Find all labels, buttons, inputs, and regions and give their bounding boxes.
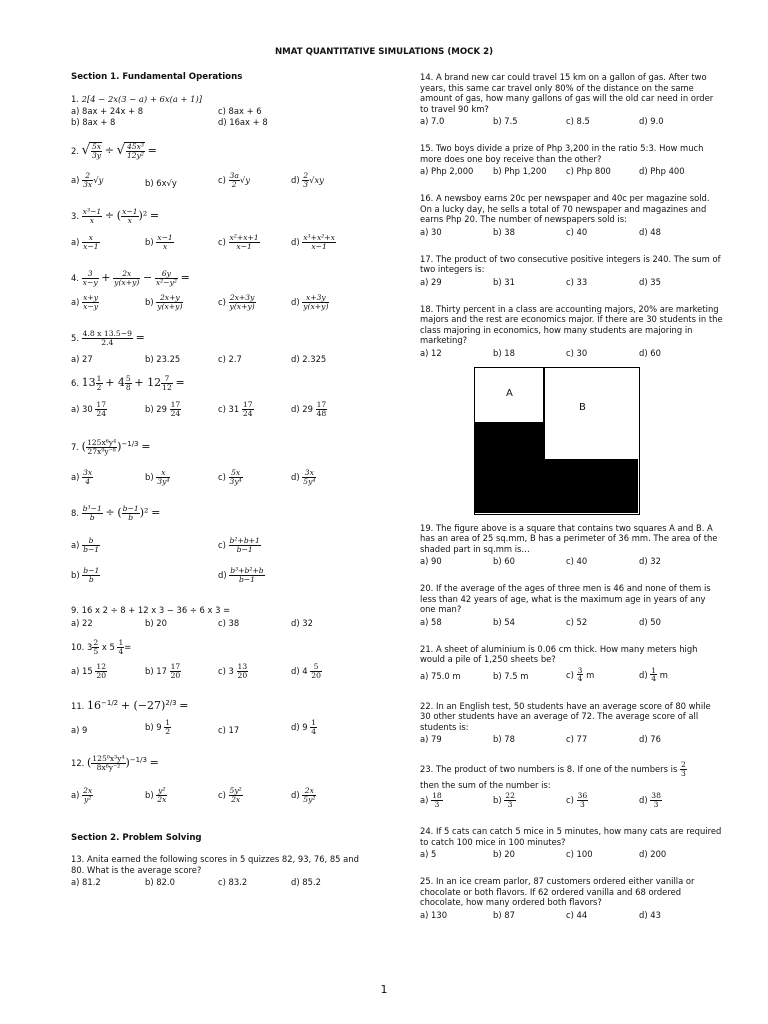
question-stem: 22. In an English test, 50 students have an average score of 80 while 30 other students have an average of 72. The average score of all students is: xyxy=(420,700,711,732)
option-a: a) 29 xyxy=(420,276,442,287)
section-2-heading: Section 2. Problem Solving xyxy=(71,832,202,843)
question-6 xyxy=(71,375,371,427)
option-c: c) 33 xyxy=(566,276,588,287)
option-b: b) 20 xyxy=(493,849,515,860)
question-stem: 9. 16 x 2 ÷ 8 + 12 x 3 − 36 ÷ 6 x 3 = xyxy=(71,605,231,616)
option-c: c) 3 $\frac{13}{20}$ xyxy=(218,661,248,680)
option-b: b) 9 $\frac{1}{2}$ xyxy=(145,717,171,736)
option-d: d) 60 xyxy=(639,347,661,358)
option-d: d) Php 400 xyxy=(639,166,685,176)
option-c: c) 40 xyxy=(566,226,588,237)
option-d: d) 48 xyxy=(639,226,661,237)
question-25 xyxy=(420,876,723,921)
option-d: d) 2.325 xyxy=(291,354,327,365)
option-b: b) 78 xyxy=(493,734,515,744)
square-a xyxy=(475,368,544,423)
option-b: b) $\frac{x-1}{x}$ xyxy=(145,233,173,252)
option-a: a) 22 xyxy=(71,617,93,628)
question-stem: 8. $\frac{\text{b³−1}}{b}$ ÷ ( $\frac{b-1}{b}$ )² = xyxy=(71,504,161,523)
option-a: a) 30 $\frac{17}{24}$ xyxy=(71,400,107,419)
option-c: c) 31 $\frac{17}{24}$ xyxy=(218,400,253,419)
square-b xyxy=(544,368,638,460)
right-column xyxy=(420,72,723,931)
question-stem: 17. The product of two consecutive positive integers is 240. The sum of two integers is: xyxy=(420,253,721,274)
question-11 xyxy=(71,699,371,745)
shaded-region-right xyxy=(544,460,638,513)
option-d: d) $\frac{\text{x³+x²+x}}{x-1}$ xyxy=(291,233,335,252)
option-b: b) 82.0 xyxy=(145,877,175,888)
option-b: b) $\frac{x}{\text{3y⁴}}$ xyxy=(145,468,170,487)
question-stem: 13. Anita earned the following scores in 5 quizzes 82, 93, 76, 85 and 80. What is the average score? xyxy=(71,854,359,875)
option-c: c) 17 xyxy=(218,724,240,735)
option-d: d) 32 xyxy=(639,556,661,566)
option-a: a) $\frac{b}{b-1}$ xyxy=(71,536,100,555)
option-a: a) $\frac{2}{3x}$ √y xyxy=(71,171,104,190)
option-a: a) $\frac{3x}{4}$ xyxy=(71,468,93,487)
option-a: a) 79 xyxy=(420,734,442,744)
option-c: c) 100 xyxy=(566,849,593,860)
option-d: d) $\frac{2}{3}$ √xy xyxy=(291,171,324,190)
option-b: b) 6x√y xyxy=(145,178,177,189)
option-d: d) $\frac{3x}{\text{5y⁴}}$ xyxy=(291,468,316,487)
option-b: b) 29 $\frac{17}{24}$ xyxy=(145,400,181,419)
option-a: a) $\frac{x+y}{x-y}$ xyxy=(71,293,99,312)
option-c: c) 40 xyxy=(566,556,588,566)
question-2 xyxy=(71,142,371,198)
question-stem: 21. A sheet of aluminium is 0.06 cm thick. How many meters high would a pile of 1,250 sheets be? xyxy=(420,643,698,664)
option-c: c) 8.5 xyxy=(566,116,590,126)
question-4 xyxy=(71,270,371,320)
option-b: b) $\frac{2x+y}{y(x+y)}$ xyxy=(145,293,183,312)
option-d: d) $\frac{x+3y}{y(x+y)}$ xyxy=(291,293,329,312)
option-c: c) 52 xyxy=(566,616,588,627)
option-a: a) 27 xyxy=(71,354,93,365)
option-c: c) 2.7 xyxy=(218,354,242,365)
option-a: a) 15 $\frac{12}{20}$ xyxy=(71,661,107,680)
question-21 xyxy=(420,644,723,687)
question-19 xyxy=(420,523,723,568)
option-c: c) 44 xyxy=(566,909,588,920)
option-c: c) 77 xyxy=(566,734,588,744)
left-column xyxy=(71,72,371,898)
option-d: d) 76 xyxy=(639,734,661,744)
option-a: a) 81.2 xyxy=(71,877,101,888)
option-c: c) 8ax + 6 xyxy=(218,106,262,117)
squares-figure xyxy=(474,367,640,515)
option-d: d) 29 $\frac{17}{48}$ xyxy=(291,400,327,419)
option-c: c) $\frac{5x}{\text{3y⁴}}$ xyxy=(218,468,242,487)
option-b: b) 60 xyxy=(493,556,515,566)
option-b: b) $\frac{b-1}{b}$ xyxy=(71,566,100,585)
option-b: b) 7.5 m xyxy=(493,670,529,681)
section-1-heading: Section 1. Fundamental Operations xyxy=(71,72,243,82)
question-1 xyxy=(71,94,371,129)
question-12 xyxy=(71,755,371,813)
option-c: c) $\frac{\text{b²+b+1}}{b-1}$ xyxy=(218,536,260,555)
option-a: a) 130 xyxy=(420,909,448,920)
option-d: d) $\frac{1}{4}$ m xyxy=(639,665,668,684)
square-b-label: B xyxy=(579,401,586,413)
question-24 xyxy=(420,826,723,860)
question-stem: 19. The figure above is a square that contains two squares A and B. A has an area of 25 sq.mm, B has a perimeter of 36 mm. The area of the shaded part in sq.mm is… xyxy=(420,522,718,554)
question-stem: 24. If 5 cats can catch 5 mice in 5 minutes, how many cats are required to catch 100 mice in 100 minutes? xyxy=(420,826,722,847)
question-stem: 25. In an ice cream parlor, 87 customers ordered either vanilla or chocolate or both flavors. If 62 ordered vanilla and 68 ordered chocolate, how many ordered both flavors? xyxy=(420,876,695,908)
shaded-region-left xyxy=(475,423,544,513)
option-a: a) 30 xyxy=(420,226,442,237)
option-a: a) $\frac{18}{3}$ xyxy=(420,791,442,810)
question-9 xyxy=(71,605,371,629)
option-b: b) $\frac{\text{y²}}{2x}$ xyxy=(145,785,167,804)
question-stem: 20. If the average of the ages of three men is 46 and none of them is less than 42 years of age, what is the maximum age in years of any one man? xyxy=(420,583,711,614)
question-stem: 6. 13 $\frac{1}{2}$ + 4 $\frac{5}{8}$ + 12 $\frac{7}{12}$ = xyxy=(71,374,185,393)
question-10 xyxy=(71,639,371,689)
option-d: d) 50 xyxy=(639,616,661,627)
option-c: c) 38 xyxy=(218,617,240,628)
option-b: b) 17 $\frac{17}{20}$ xyxy=(145,661,181,680)
question-3 xyxy=(71,208,371,260)
option-c: c) $\frac{36}{3}$ xyxy=(566,791,588,810)
option-c: c) $\frac{\text{x²+x+1}}{x-1}$ xyxy=(218,233,259,252)
question-stem: 1. 2[4 − 2x(3 − a) + 6x(a + 1)] xyxy=(71,93,203,104)
option-d: d) 32 xyxy=(291,617,313,628)
expression: 2[4 − 2x(3 − a) + 6x(a + 1)] xyxy=(81,93,203,104)
question-stem: 16. A newsboy earns 20c per newspaper and 40c per magazine sold. On a lucky day, he sells a total of 70 newspaper and magazines and earns Php 20. The number of newspapers sold is: xyxy=(420,193,710,224)
option-c: c) 83.2 xyxy=(218,877,248,888)
question-14 xyxy=(420,72,723,127)
option-a: a) $\frac{x}{x-1}$ xyxy=(71,233,99,252)
option-c: c) Php 800 xyxy=(566,166,611,176)
option-d: d) 9 $\frac{1}{4}$ xyxy=(291,717,317,736)
option-d: d) 43 xyxy=(639,909,661,920)
option-a: a) 12 xyxy=(420,347,442,358)
option-b: b) 8ax + 8 xyxy=(71,117,116,128)
option-a: a) 75.0 m xyxy=(420,670,461,681)
question-stem: 4. $\frac{3}{x-y}$ + $\frac{2x}{y(x+y)}$ − $\frac{6y}{\text{x²−y²}}$ = xyxy=(71,269,190,288)
question-stem: 23. The product of two numbers is 8. If one of the numbers is $\frac{2}{3}$ xyxy=(420,760,686,778)
question-22 xyxy=(420,701,723,746)
page-title: NMAT QUANTITATIVE SIMULATIONS (MOCK 2) xyxy=(274,47,494,57)
question-5 xyxy=(71,330,371,365)
option-a: a) 7.0 xyxy=(420,116,445,126)
option-d: d) 85.2 xyxy=(291,877,321,888)
question-18 xyxy=(420,304,723,359)
option-a: a) Php 2,000 xyxy=(420,166,474,176)
option-b: b) 7.5 xyxy=(493,116,518,126)
option-a: a) 8ax + 24x + 8 xyxy=(71,106,144,117)
option-d: d) 4 $\frac{5}{20}$ xyxy=(291,661,321,680)
option-d: d) 9.0 xyxy=(639,116,664,126)
question-13 xyxy=(71,854,371,888)
option-d: d) 16ax + 8 xyxy=(218,117,268,128)
question-stem: 2. √ $\frac{5x}{3y}$ ÷ √ $\frac{\text{45x³}}{\text{12y²}}$ = xyxy=(71,142,157,161)
page-number: 1 xyxy=(380,983,388,996)
option-b: b) 18 xyxy=(493,347,515,358)
square-a-label: A xyxy=(506,387,513,399)
option-d: d) 35 xyxy=(639,276,661,287)
option-d: d) $\frac{38}{3}$ xyxy=(639,791,661,810)
question-stem-continued: then the sum of the number is: xyxy=(420,779,551,790)
option-d: d) $\frac{2x}{\text{5y²}}$ xyxy=(291,785,316,804)
question-stem: 18. Thirty percent in a class are accounting majors, 20% are marketing majors and the rest are economics major. If there are 30 students in the class majoring in economics, how many students are majoring in marketing? xyxy=(420,303,723,345)
option-a: a) 9 xyxy=(71,724,88,735)
question-7 xyxy=(71,439,371,495)
option-b: b) $\frac{22}{3}$ xyxy=(493,791,515,810)
question-stem: 15. Two boys divide a prize of Php 3,200 in the ratio 5:3. How much more does one boy receive than the other? xyxy=(420,143,704,164)
question-stem: 14. A brand new car could travel 15 km on a gallon of gas. After two years, this same car travel only 80% of the distance on the same amount of gas, how many gallons of gas will the old car need in order to travel 90 km? xyxy=(420,72,714,114)
option-c: c) 30 xyxy=(566,347,588,358)
option-b: b) 23.25 xyxy=(145,354,181,365)
question-17 xyxy=(420,254,723,288)
question-16 xyxy=(420,193,723,238)
question-stem: 10. 3 $\frac{2}{5}$ x 5 $\frac{1}{4}$ = xyxy=(71,637,132,656)
option-a: a) 90 xyxy=(420,556,442,566)
option-c: c) $\frac{3}{4}$ m xyxy=(566,665,595,684)
option-b: b) 87 xyxy=(493,909,515,920)
option-b: b) 54 xyxy=(493,616,515,627)
option-b: b) Php 1,200 xyxy=(493,166,547,176)
question-stem: 7. ( $\frac{\text{125x⁶y⁴}}{\text{27x⁹y⁻⁸}}$ )$^{-1/3}$ = xyxy=(71,438,151,457)
option-c: c) $\frac{2x+3y}{y(x+y)}$ xyxy=(218,293,255,312)
option-a: a) $\frac{2x}{\text{y²}}$ xyxy=(71,785,93,804)
option-b: b) 20 xyxy=(145,617,167,628)
question-20 xyxy=(420,583,723,628)
option-c: c) $\frac{\text{5y²}}{2x}$ xyxy=(218,785,242,804)
option-a: a) 5 xyxy=(420,849,437,860)
option-d: d) $\frac{\text{b³+b²+b}}{b-1}$ xyxy=(218,566,264,585)
option-c: c) $\frac{3a}{2}$ √y xyxy=(218,171,250,190)
question-23 xyxy=(420,761,723,814)
option-a: a) 58 xyxy=(420,616,442,627)
question-15 xyxy=(420,143,723,177)
question-stem: 3. $\frac{\text{x³−1}}{x}$ ÷ ( $\frac{x-1}{x}$ )² = xyxy=(71,207,160,226)
option-d: d) 200 xyxy=(639,849,667,860)
option-b: b) 31 xyxy=(493,276,515,287)
question-stem: 5. $\frac{4.8 x 13.5-9}{2.4}$ = xyxy=(71,329,145,348)
question-8 xyxy=(71,505,371,595)
question-stem: 12. ( $\frac{\text{125⁰x³y⁴}}{\text{8x⁶y⁻²}}$ )$^{-1/3}$ = xyxy=(71,753,159,772)
option-b: b) 38 xyxy=(493,226,515,237)
question-stem: 11. $16^{-1/2} + (-27)^{2/3}$ = xyxy=(71,698,189,712)
